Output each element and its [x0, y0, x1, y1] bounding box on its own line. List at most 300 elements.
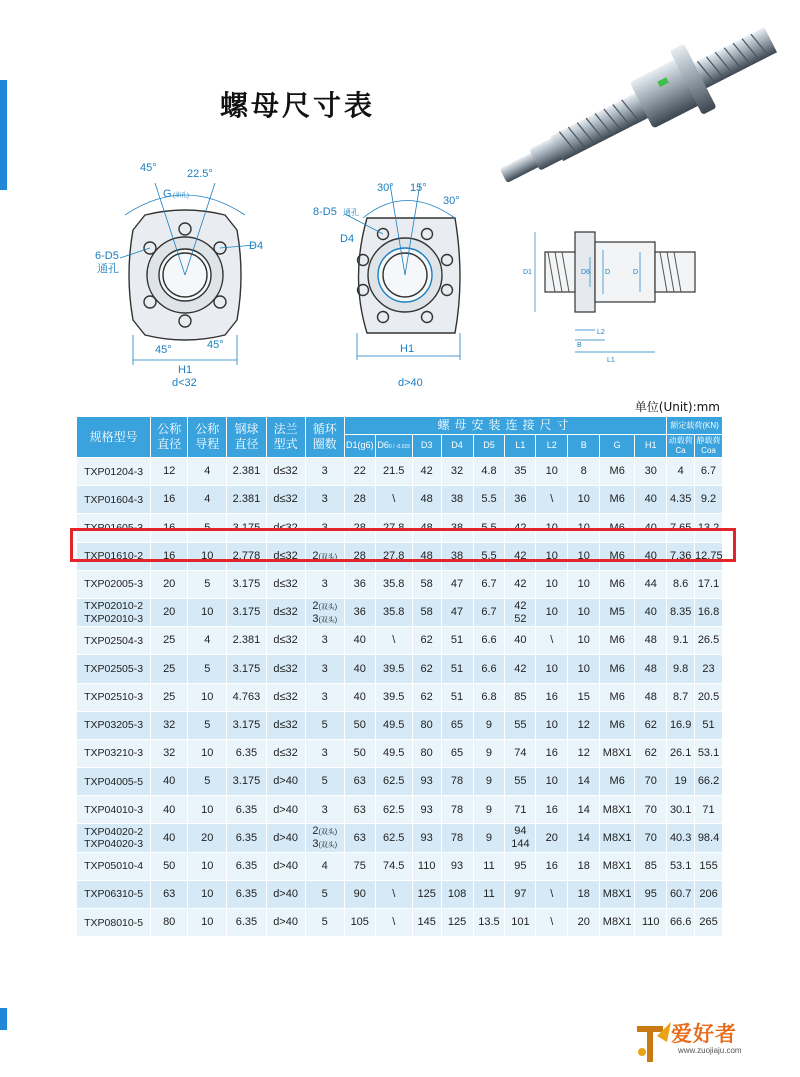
dim-label: L2 — [597, 329, 605, 336]
watermark-text: 爱好者 — [671, 1022, 737, 1046]
table-cell: 53.1 — [667, 852, 695, 880]
table-cell: 26.1 — [667, 739, 695, 767]
table-cell: 16 — [151, 542, 188, 570]
table-cell: \ — [536, 627, 568, 655]
table-cell: d≤32 — [266, 683, 305, 711]
table-cell: 62 — [412, 655, 441, 683]
col-header-d4: D4 — [441, 435, 473, 458]
g-label: G — [163, 188, 172, 200]
table-cell: 16 — [536, 852, 568, 880]
table-cell: 22 — [344, 458, 375, 486]
dim-label: D — [633, 269, 639, 276]
table-cell: 6.35 — [227, 909, 266, 937]
table-cell: 36 — [505, 486, 536, 514]
table-cell: 5 — [188, 514, 227, 542]
table-cell: M6 — [600, 683, 635, 711]
table-cell: 6.35 — [227, 880, 266, 908]
edge-tab-bottom — [0, 1008, 7, 1030]
table-cell: 20 — [568, 909, 600, 937]
angle-label: 45° — [140, 162, 157, 174]
table-cell: 10 — [188, 852, 227, 880]
angle-label: 22.5° — [187, 168, 213, 180]
table-cell: 10 — [568, 542, 600, 570]
table-cell: 40 — [151, 824, 188, 852]
table-cell: 10 — [188, 739, 227, 767]
table-cell: 5.5 — [473, 542, 505, 570]
table-cell: 51 — [441, 627, 473, 655]
table-cell: 9.1 — [667, 627, 695, 655]
table-cell: M8X1 — [600, 739, 635, 767]
h1-label: H1 — [400, 343, 415, 355]
model-cell: TXP01604-3 — [77, 486, 151, 514]
table-cell: 32 — [151, 739, 188, 767]
table-row — [77, 880, 723, 908]
dim-label: D — [605, 269, 611, 276]
table-cell: 14 — [568, 824, 600, 852]
g-note-label: (油孔) — [173, 193, 189, 199]
table-cell: 40 — [635, 542, 667, 570]
table-cell: 8.7 — [667, 683, 695, 711]
col-header-d3: D3 — [412, 435, 441, 458]
table-cell: M6 — [600, 458, 635, 486]
table-cell: 21.5 — [375, 458, 412, 486]
table-cell: 35 — [505, 458, 536, 486]
table-cell: 5 — [305, 711, 344, 739]
table-cell: \ — [375, 486, 412, 514]
table-row — [77, 486, 723, 514]
table-cell: 10 — [188, 598, 227, 626]
table-cell: 6.8 — [473, 683, 505, 711]
table-cell: 70 — [635, 824, 667, 852]
table-cell: 42 — [505, 514, 536, 542]
table-cell: 26.5 — [695, 627, 723, 655]
table-cell: 10 — [536, 598, 568, 626]
table-cell: 265 — [695, 909, 723, 937]
table-cell: 62 — [412, 627, 441, 655]
table-cell: 9 — [473, 768, 505, 796]
table-cell: 48 — [635, 655, 667, 683]
table-cell: 2.778 — [227, 542, 266, 570]
table-cell: 65 — [441, 739, 473, 767]
table-cell: 206 — [695, 880, 723, 908]
table-cell: 10 — [188, 909, 227, 937]
table-cell: 48 — [412, 486, 441, 514]
table-cell: M6 — [600, 711, 635, 739]
table-row — [77, 711, 723, 739]
table-cell: 40 — [635, 598, 667, 626]
table-cell: 48 — [635, 683, 667, 711]
table-cell: 30 — [635, 458, 667, 486]
table-cell: 3 — [305, 655, 344, 683]
table-cell: 20 — [151, 570, 188, 598]
table-row — [77, 768, 723, 796]
table-cell: 20 — [188, 824, 227, 852]
table-cell: 30.1 — [667, 796, 695, 824]
table-cell: 16 — [151, 486, 188, 514]
table-cell: 10 — [568, 598, 600, 626]
table-cell: 5 — [305, 909, 344, 937]
table-row — [77, 683, 723, 711]
table-cell: d>40 — [266, 852, 305, 880]
table-row — [77, 909, 723, 937]
table-cell: 90 — [344, 880, 375, 908]
model-cell: TXP01204-3 — [77, 458, 151, 486]
table-cell: 3 — [305, 796, 344, 824]
table-cell: 4.763 — [227, 683, 266, 711]
model-cell: TXP01610-2 — [77, 542, 151, 570]
table-cell: \ — [375, 627, 412, 655]
table-cell: 20.5 — [695, 683, 723, 711]
model-cell: TXP04020-2 TXP04020-3 — [77, 824, 151, 852]
table-cell: d≤32 — [266, 486, 305, 514]
table-cell: 47 — [441, 598, 473, 626]
model-cell: TXP08010-5 — [77, 909, 151, 937]
col-header-ca: 动载荷 Ca — [667, 435, 695, 458]
watermark-url: www.zuojiaju.com — [678, 1046, 742, 1055]
table-cell: 18 — [568, 880, 600, 908]
col-header-lead: 公称 导程 — [188, 417, 227, 458]
table-cell: 4 — [305, 852, 344, 880]
table-cell: 40 — [151, 768, 188, 796]
table-cell: 6.35 — [227, 739, 266, 767]
table-cell: 4.8 — [473, 458, 505, 486]
table-cell: 13.5 — [473, 909, 505, 937]
table-cell: M8X1 — [600, 852, 635, 880]
table-cell: 5 — [188, 570, 227, 598]
table-cell: d>40 — [266, 909, 305, 937]
table-cell: 50 — [151, 852, 188, 880]
table-cell: 6.35 — [227, 824, 266, 852]
table-cell: 95 — [635, 880, 667, 908]
nut-front-view-small — [95, 155, 275, 385]
table-cell: 13.2 — [695, 514, 723, 542]
table-cell: 28 — [344, 486, 375, 514]
table-cell: 93 — [441, 852, 473, 880]
table-cell: 10 — [536, 570, 568, 598]
table-cell: 6.6 — [473, 655, 505, 683]
table-cell: M6 — [600, 768, 635, 796]
highlight-row-box — [70, 528, 736, 562]
table-cell: \ — [536, 909, 568, 937]
table-cell: 35.8 — [375, 570, 412, 598]
table-cell: 2.381 — [227, 458, 266, 486]
table-cell: 5 — [305, 880, 344, 908]
d4-label: D4 — [340, 233, 355, 245]
table-cell: 101 — [505, 909, 536, 937]
table-cell: 125 — [412, 880, 441, 908]
table-cell: 2.381 — [227, 627, 266, 655]
table-cell: 10 — [568, 570, 600, 598]
table-cell: 10 — [188, 880, 227, 908]
table-cell: 5 — [188, 768, 227, 796]
table-cell: d>40 — [266, 768, 305, 796]
table-cell: d>40 — [266, 796, 305, 824]
table-cell: 80 — [412, 739, 441, 767]
table-cell: d≤32 — [266, 739, 305, 767]
table-cell: 38 — [441, 486, 473, 514]
table-cell: 16.9 — [667, 711, 695, 739]
table-cell: 40 — [344, 627, 375, 655]
table-cell: 63 — [344, 768, 375, 796]
table-cell: M6 — [600, 486, 635, 514]
table-cell: 20 — [151, 598, 188, 626]
table-cell: 40.3 — [667, 824, 695, 852]
model-cell: TXP02505-3 — [77, 655, 151, 683]
table-cell: 58 — [412, 570, 441, 598]
table-cell: d≤32 — [266, 570, 305, 598]
table-cell: \ — [536, 880, 568, 908]
table-cell: 80 — [412, 711, 441, 739]
table-row — [77, 627, 723, 655]
table-cell: 10 — [188, 683, 227, 711]
table-cell: 15 — [568, 683, 600, 711]
table-cell: 74.5 — [375, 852, 412, 880]
table-cell: 5.5 — [473, 486, 505, 514]
table-cell: 97 — [505, 880, 536, 908]
table-cell: d≤32 — [266, 514, 305, 542]
table-cell: 12 — [151, 458, 188, 486]
table-cell: 18 — [568, 852, 600, 880]
table-cell: 4 — [188, 458, 227, 486]
table-cell: 36 — [344, 570, 375, 598]
table-cell: 3.175 — [227, 768, 266, 796]
table-cell: d≤32 — [266, 542, 305, 570]
table-cell: \ — [375, 909, 412, 937]
table-cell: 3.175 — [227, 598, 266, 626]
col-header-b: B — [568, 435, 600, 458]
table-cell: 4 — [188, 486, 227, 514]
table-cell: d≤32 — [266, 627, 305, 655]
edge-tab-top — [0, 80, 7, 190]
model-cell: TXP02510-3 — [77, 683, 151, 711]
d5-label: 8-D5 — [313, 206, 337, 218]
table-cell: 50 — [344, 711, 375, 739]
table-cell: 16 — [536, 739, 568, 767]
condition-label-small: d<32 — [172, 377, 197, 389]
table-cell: 27.8 — [375, 542, 412, 570]
table-cell: 32 — [441, 458, 473, 486]
table-cell: 3.175 — [227, 655, 266, 683]
model-cell: TXP06310-5 — [77, 880, 151, 908]
table-cell: 3.175 — [227, 570, 266, 598]
table-cell: M5 — [600, 598, 635, 626]
table-cell: 7.65 — [667, 514, 695, 542]
table-cell: 25 — [151, 655, 188, 683]
table-cell: 62 — [412, 683, 441, 711]
table-cell: 3 — [305, 458, 344, 486]
table-cell: 38 — [441, 514, 473, 542]
table-cell: 10 — [536, 655, 568, 683]
table-cell: 27.8 — [375, 514, 412, 542]
table-cell: 17.1 — [695, 570, 723, 598]
table-cell: 48 — [635, 627, 667, 655]
table-cell: 10 — [568, 627, 600, 655]
table-row — [77, 824, 723, 852]
table-cell: 16.8 — [695, 598, 723, 626]
table-cell: 14 — [568, 768, 600, 796]
table-cell: d>40 — [266, 880, 305, 908]
col-header-d5: D5 — [473, 435, 505, 458]
col-header-l2: L2 — [536, 435, 568, 458]
table-cell: 7.36 — [667, 542, 695, 570]
table-cell: M8X1 — [600, 909, 635, 937]
table-cell: 155 — [695, 852, 723, 880]
table-cell: M8X1 — [600, 796, 635, 824]
table-cell: 80 — [151, 909, 188, 937]
d5-note-label: 通孔 — [343, 208, 359, 217]
table-cell: 49.5 — [375, 711, 412, 739]
d5-note-label: 通孔 — [97, 263, 119, 275]
col-header-coa: 静载荷 Coa — [695, 435, 723, 458]
table-cell: 58 — [412, 598, 441, 626]
table-cell: 36 — [344, 598, 375, 626]
h1-label: H1 — [178, 364, 193, 376]
table-cell: 2(双头) — [305, 542, 344, 570]
table-row — [77, 570, 723, 598]
table-cell: 65 — [441, 711, 473, 739]
table-cell: 5 — [188, 655, 227, 683]
table-cell: M6 — [600, 542, 635, 570]
table-cell: 10 — [568, 655, 600, 683]
model-cell: TXP02504-3 — [77, 627, 151, 655]
table-cell: d≤32 — [266, 458, 305, 486]
table-cell: 10 — [568, 486, 600, 514]
table-cell: 9 — [473, 739, 505, 767]
angle-label: 30° — [443, 195, 460, 207]
table-cell: 10 — [536, 711, 568, 739]
table-cell: 6.7 — [473, 598, 505, 626]
table-cell: 60.7 — [667, 880, 695, 908]
table-cell: 53.1 — [695, 739, 723, 767]
col-header-g: G — [600, 435, 635, 458]
table-cell: 3 — [305, 486, 344, 514]
model-cell: TXP03205-3 — [77, 711, 151, 739]
model-cell: TXP01605-3 — [77, 514, 151, 542]
table-cell: 23 — [695, 655, 723, 683]
table-cell: 85 — [505, 683, 536, 711]
table-cell: 4 — [188, 627, 227, 655]
table-cell: 10 — [568, 514, 600, 542]
angle-label: 45° — [207, 339, 224, 351]
table-cell: 110 — [635, 909, 667, 937]
table-cell: 62 — [635, 739, 667, 767]
table-cell: 10 — [188, 796, 227, 824]
dim-label: D1 — [523, 269, 532, 276]
angle-label: 15° — [410, 182, 427, 194]
table-cell: 44 — [635, 570, 667, 598]
d5-label: 6-D5 — [95, 250, 119, 262]
d4-label: D4 — [249, 240, 264, 252]
table-cell: 145 — [412, 909, 441, 937]
table-cell: 42 52 — [505, 598, 536, 626]
table-cell: 70 — [635, 796, 667, 824]
table-cell: 98.4 — [695, 824, 723, 852]
table-cell: 10 — [536, 514, 568, 542]
table-cell: 78 — [441, 768, 473, 796]
table-cell: 20 — [536, 824, 568, 852]
col-header-diameter: 公称 直径 — [151, 417, 188, 458]
table-cell: 6.6 — [473, 627, 505, 655]
table-cell: 12 — [568, 739, 600, 767]
col-header-mount: 螺母安装连接尺寸 — [344, 417, 666, 435]
table-cell: M6 — [600, 627, 635, 655]
table-row — [77, 852, 723, 880]
table-cell: 95 — [505, 852, 536, 880]
table-cell: M6 — [600, 655, 635, 683]
table-cell: 78 — [441, 796, 473, 824]
col-header-l1: L1 — [505, 435, 536, 458]
table-cell: 51 — [441, 683, 473, 711]
table-cell: 6.7 — [473, 570, 505, 598]
page-title: 螺母尺寸表 — [220, 89, 376, 122]
table-cell: 62.5 — [375, 768, 412, 796]
table-row — [77, 739, 723, 767]
table-cell: 105 — [344, 909, 375, 937]
table-cell: 66.2 — [695, 768, 723, 796]
angle-label: 30° — [377, 182, 394, 194]
table-cell: 108 — [441, 880, 473, 908]
table-cell: 93 — [412, 768, 441, 796]
table-cell: 6.35 — [227, 796, 266, 824]
table-cell: 3 — [305, 514, 344, 542]
table-cell: 2(双头) 3(双头) — [305, 598, 344, 626]
table-cell: 14 — [568, 796, 600, 824]
col-header-ball: 钢球 直径 — [227, 417, 266, 458]
table-cell: 66.6 — [667, 909, 695, 937]
table-cell: M8X1 — [600, 824, 635, 852]
table-cell: 9.8 — [667, 655, 695, 683]
table-cell: 8.6 — [667, 570, 695, 598]
table-cell: 71 — [695, 796, 723, 824]
table-cell: 63 — [344, 824, 375, 852]
table-cell: \ — [536, 486, 568, 514]
table-cell: 3.175 — [227, 711, 266, 739]
table-cell: 48 — [412, 514, 441, 542]
table-cell: M6 — [600, 514, 635, 542]
col-header-model: 规格型号 — [77, 417, 151, 458]
table-cell: 42 — [505, 570, 536, 598]
table-cell: 49.5 — [375, 739, 412, 767]
table-cell: d≤32 — [266, 655, 305, 683]
col-header-circuit: 循环 圈数 — [305, 417, 344, 458]
table-cell: 16 — [536, 796, 568, 824]
table-cell: 85 — [635, 852, 667, 880]
table-cell: 3 — [305, 627, 344, 655]
table-cell: d>40 — [266, 824, 305, 852]
table-row — [77, 458, 723, 486]
table-cell: 9 — [473, 711, 505, 739]
table-cell: 93 — [412, 824, 441, 852]
table-cell: 62 — [635, 711, 667, 739]
table-cell: 9 — [473, 824, 505, 852]
model-cell: TXP04005-5 — [77, 768, 151, 796]
table-cell: \ — [375, 880, 412, 908]
dim-label: L1 — [607, 357, 615, 364]
table-cell: 4.35 — [667, 486, 695, 514]
table-cell: 32 — [151, 711, 188, 739]
table-cell: 3 — [305, 739, 344, 767]
table-cell: 55 — [505, 711, 536, 739]
angle-label: 45° — [155, 344, 172, 356]
table-cell: 11 — [473, 880, 505, 908]
model-cell: TXP04010-3 — [77, 796, 151, 824]
table-cell: M8X1 — [600, 880, 635, 908]
col-header-load: 额定载荷(KN) — [667, 417, 723, 435]
table-cell: M6 — [600, 570, 635, 598]
table-cell: 3 — [305, 570, 344, 598]
table-cell: 39.5 — [375, 683, 412, 711]
model-cell: TXP05010-4 — [77, 852, 151, 880]
